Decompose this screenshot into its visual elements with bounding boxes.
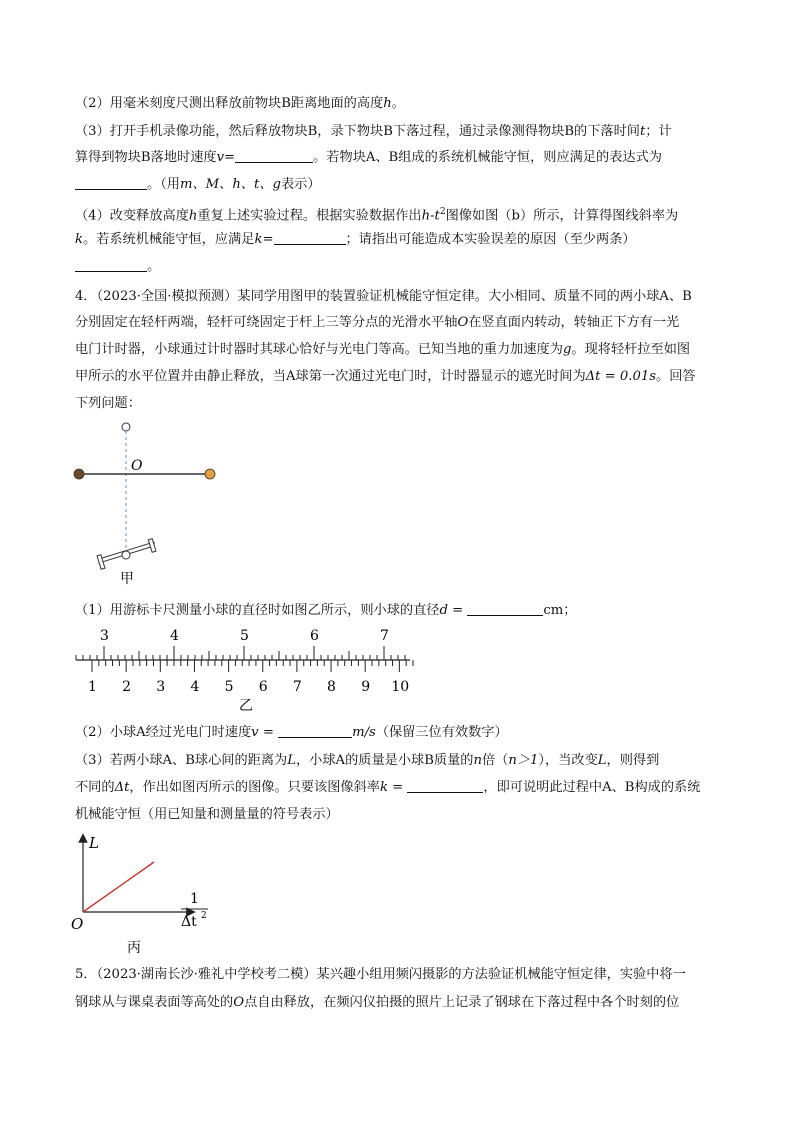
answer-blank-expression[interactable] — [75, 176, 147, 190]
y-axis-label: L — [89, 834, 99, 852]
q4-stem-line1: 4．（2023·全国·模拟预测）某同学用图甲的装置验证机械能守恒定律。大小相同、质量不同的两小球A、B — [75, 289, 692, 304]
figure-yi-caption: 乙 — [239, 698, 253, 714]
q5-stem-line1: 5．（2023·湖南长沙·雅礼中学校考二模）某兴趣小组用频闪摄影的方法验证机械能守恒定律，实验中将一 — [75, 967, 686, 982]
q4-sub3-line3: 机械能守恒（用已知量和测量量的符号表示） — [75, 807, 339, 822]
q3-part4-line1: （4）改变释放高度h重复上述实验过程。根据实验数据作出$h-t^2$图像如图（b）所示，计算得图线斜率为 — [75, 207, 679, 224]
vernier-scale-label: 5 — [224, 679, 234, 695]
ball-b — [205, 469, 215, 479]
q5-stem-line2: 钢球从与课桌表面等高处的O点自由释放，在频闪仪拍摄的照片上记录了钢球在下落过程中各个时刻的位 — [75, 995, 680, 1010]
q3-part4-line3: 。 — [75, 257, 160, 276]
photogate-ball-position — [122, 551, 130, 559]
vernier-scale-label: 6 — [258, 679, 268, 695]
vernier-scale-label: 9 — [361, 679, 371, 695]
x-label-denominator-sup: 2 — [201, 911, 207, 921]
q4-sub2: （2）小球A经过光电门时速度v = m/s（保留三位有效数字） — [75, 725, 508, 740]
q4-stem-line3: 电门计时器，小球通过计时器时其球心恰好与光电门等高。已知当地的重力加速度为g。现将轻杆拉至如图 — [75, 342, 691, 357]
vernier-scale-label: 8 — [327, 679, 336, 695]
q4-sub1: （1）用游标卡尺测量小球的直径时如图乙所示，则小球的直径d = cm； — [75, 603, 577, 618]
vernier-scale-label: 4 — [190, 679, 200, 695]
answer-blank-slope[interactable] — [407, 779, 483, 793]
q4-sub3-line1: （3）若两小球A、B球心间的距离为L，小球A的质量是小球B质量的n倍（n＞1），当改变L，则得到 — [75, 753, 660, 768]
q3-part4-line2: k。若系统机械能守恒，应满足k= ；请指出可能造成本实验误差的原因（至少两条） — [75, 232, 636, 247]
q4-stem-line2: 分别固定在轻杆两端，轻杆可绕固定于杆上三等分点的光滑水平轴O在竖直面内转动，转轴正下方有一光 — [75, 315, 680, 330]
q4-sub3-line2: 不同的Δt，作出如图丙所示的图像。只要该图像斜率k = ，即可说明此过程中A、B构成的系统 — [75, 780, 701, 795]
x-label-denominator: Δt — [181, 914, 197, 930]
figure-bing-graph — [66, 828, 216, 958]
main-scale-label: 3 — [100, 628, 109, 644]
q3-part3-line2: 算得到物块B落地时速度v= 。若物块A、B组成的系统机械能守恒，则应满足的表达式为 — [75, 150, 662, 165]
q3-part3-line3: 。（用m、M、h、t、g表示） — [75, 175, 321, 194]
data-line — [83, 862, 154, 912]
figure-jia-caption: 甲 — [120, 571, 134, 587]
vernier-scale-label: 2 — [122, 679, 132, 695]
main-scale-label: 7 — [380, 628, 389, 644]
answer-blank-errors[interactable] — [75, 258, 147, 272]
main-scale-label: 4 — [170, 628, 179, 644]
vernier-scale-label: 1 — [88, 679, 97, 695]
q4-stem-line4: 甲所示的水平位置并由静止释放，当A球第一次通过光电门时，计时器显示的遮光时间为Δt = 0.01s。回答 — [75, 369, 696, 384]
figure-jia-apparatus — [60, 415, 240, 590]
main-scale-label: 6 — [310, 628, 319, 644]
q3-part3-line1: （3）打开手机录像功能，然后释放物块B，录下物块B下落过程，通过录像测得物块B的下落时间t；计 — [75, 124, 672, 139]
ball-a — [74, 469, 84, 479]
vernier-scale-label: 10 — [391, 679, 410, 695]
figure-yi-vernier-caliper — [70, 622, 415, 714]
x-label-numerator: 1 — [190, 891, 199, 907]
figure-bing-caption: 丙 — [127, 940, 141, 956]
answer-blank-k[interactable] — [274, 231, 346, 245]
pivot-top-circle — [122, 423, 130, 431]
answer-blank-diameter[interactable] — [467, 602, 543, 616]
vernier-scale-label: 7 — [292, 679, 302, 695]
q4-stem-line5: 下列问题： — [75, 396, 141, 411]
vernier-scale-label: 3 — [156, 679, 166, 695]
answer-blank-v[interactable] — [235, 149, 313, 163]
q3-part2: （2）用毫米刻度尺测出释放前物块B距离地面的高度h。 — [75, 96, 405, 111]
axis-o-label: O — [131, 458, 143, 474]
origin-label: O — [71, 915, 84, 933]
main-scale-label: 5 — [240, 628, 249, 644]
answer-blank-velocity[interactable] — [278, 724, 352, 738]
